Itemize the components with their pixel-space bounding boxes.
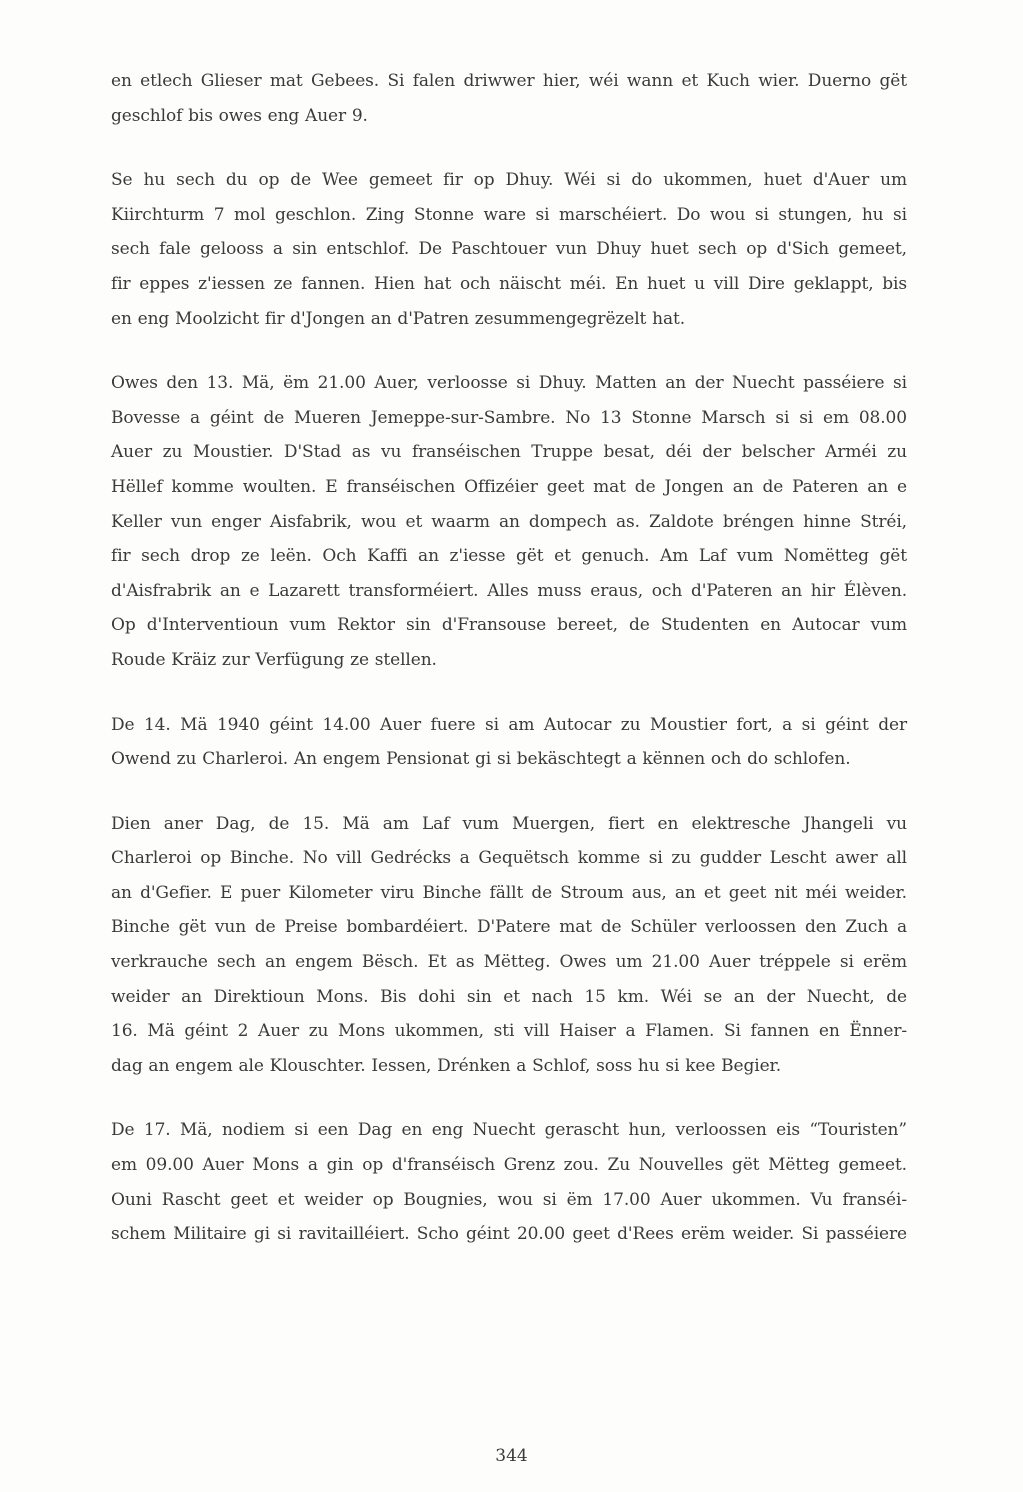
paragraph-1 [111,64,907,133]
page-number: 344 [495,1446,528,1466]
text-line: Roude Kräiz zur Verfügung ze stellen. [111,649,437,670]
text-line: weider an Direktioun Mons. Bis dohi sin et nach 15 km. Wéi se an der Nuecht, de [111,986,907,1007]
text-line: geschlof bis owes eng Auer 9. [111,105,368,126]
text-line: Dien aner Dag, de 15. Mä am Laf vum Muergen, fiert en elektresche Jhangeli vu [111,813,907,834]
text-line: Op d'Interventioun vum Rektor sin d'Fransouse bereet, de Studenten en Autocar vum [111,615,907,636]
text-line: d'Aisfrabrik an e Lazarett transforméiert. Alles muss eraus, och d'Pateren an hir Élèven. [111,580,907,601]
text-line: fir sech drop ze leën. Och Kaffi an z'iesse gët et genuch. Am Laf vum Nomëtteg gët [111,546,907,567]
text-line: Binche gët vun de Preise bombardéiert. D'Patere mat de Schüler verloossen den Zuch a [111,917,907,938]
text-line: De 17. Mä, nodiem si een Dag en eng Nuecht gerascht hun, verloossen eis “Touristen” [111,1120,907,1141]
text-line: an d'Gefier. E puer Kilometer viru Binche fällt de Stroum aus, an et geet nit méi weider. [111,882,907,903]
text-line: Owend zu Charleroi. An engem Pensionat gi si bekäschtegt a kënnen och do schlofen. [111,749,851,770]
paragraph-6 [111,1113,907,1251]
text-line: Keller vun enger Aisfabrik, wou et waarm an dompech as. Zaldote bréngen hinne Stréi, [111,511,907,532]
text-line: Se hu sech du op de Wee gemeet fir op Dhuy. Wéi si do ukommen, huet d'Auer um [111,170,907,191]
text-line: em 09.00 Auer Mons a gin op d'franséisch Grenz zou. Zu Nouvelles gët Mëtteg gemeet. [111,1155,907,1176]
text-line: 16. Mä géint 2 Auer zu Mons ukommen, sti vill Haiser a Flamen. Si fannen en Ënner- [111,1021,907,1042]
paragraph-3 [111,366,907,677]
text-line: en eng Moolzicht fir d'Jongen an d'Patren zesummengegrëzelt hat. [111,308,686,329]
text-line: Kiirchturm 7 mol geschlon. Zing Stonne ware si marschéiert. Do wou si stungen, hu si [111,204,907,225]
text-line: Auer zu Moustier. D'Stad as vu franséischen Truppe besat, déi der belscher Arméi zu [111,442,907,463]
text-line: fir eppes z'iessen ze fannen. Hien hat och näischt méi. En huet u vill Dire geklappt, bis [111,273,907,294]
text-line: Charleroi op Binche. No vill Gedrécks a Gequëtsch komme si zu gudder Lescht awer all [111,848,907,869]
text-line: sech fale gelooss a sin entschlof. De Paschtouer vun Dhuy huet sech op d'Sich gemeet, [111,239,907,260]
text-line: De 14. Mä 1940 géint 14.00 Auer fuere si am Autocar zu Moustier fort, a si géint der [111,714,907,735]
text-line: verkrauche sech an engem Bësch. Et as Mëtteg. Owes um 21.00 Auer tréppele si erëm [111,952,907,973]
text-line: Hëllef komme woulten. E franséischen Offizéier geet mat de Jongen an de Pateren an e [111,476,907,497]
text-line: Ouni Rascht geet et weider op Bougnies, wou si ëm 17.00 Auer ukommen. Vu franséi- [111,1189,907,1210]
paragraph-5 [111,807,907,1084]
paragraph-4 [111,708,907,777]
text-line: Owes den 13. Mä, ëm 21.00 Auer, verloosse si Dhuy. Matten an der Nuecht passéiere si [111,373,907,394]
text-line: dag an engem ale Klouschter. Iessen, Drénken a Schlof, soss hu si kee Begier. [111,1055,782,1076]
body-text [111,64,907,1282]
text-line: Bovesse a géint de Mueren Jemeppe-sur-Sambre. No 13 Stonne Marsch si si em 08.00 [111,407,907,428]
text-line: schem Militaire gi si ravitailléiert. Scho géint 20.00 geet d'Rees erëm weider. Si passéiere [111,1224,907,1245]
paragraph-2 [111,163,907,336]
text-line: en etlech Glieser mat Gebees. Si falen driwwer hier, wéi wann et Kuch wier. Duerno gët [111,71,907,91]
